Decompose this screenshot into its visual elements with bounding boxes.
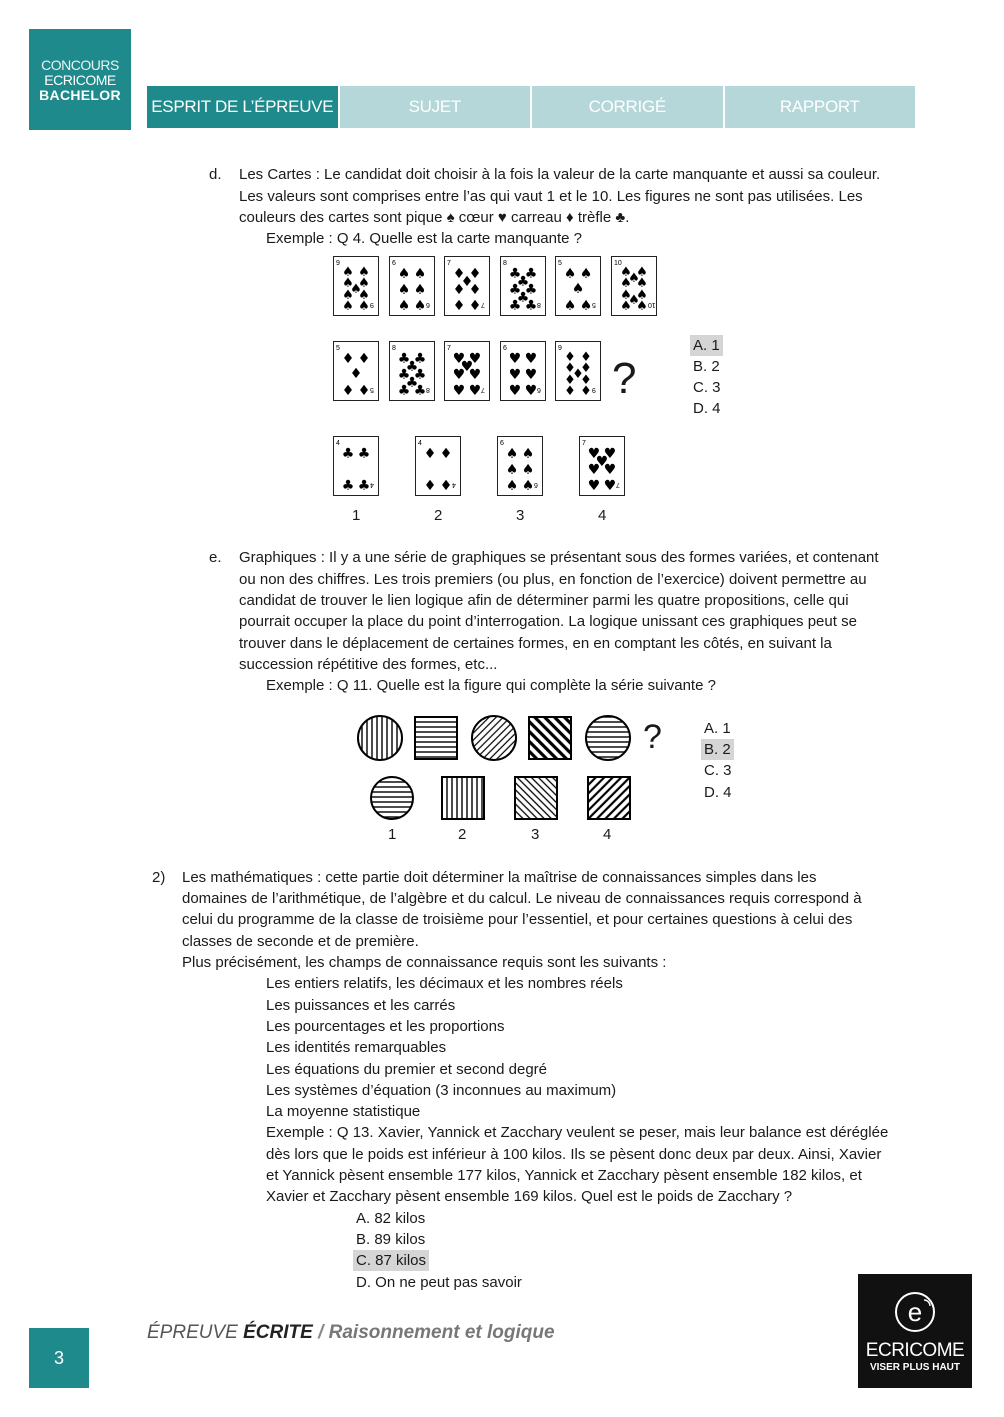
card-rank: 6: [391, 260, 396, 267]
section-e-letter: e.: [209, 549, 222, 566]
math-example-line-2: dès lors que le poids est inférieur à 100 kilos. Ils se pèsent donc deux par deux. Ainsi, Xavier: [266, 1146, 882, 1163]
card-pip: ♣: [357, 478, 371, 494]
card-pip: ♦: [468, 282, 482, 298]
card-rank-bottom: 4: [452, 481, 456, 488]
card-pip: ♠: [505, 462, 519, 478]
section-e-example: Exemple : Q 11. Quelle est la figure qui complète la série suivante ?: [266, 677, 716, 694]
card-rank-bottom: 6: [534, 481, 538, 488]
option-4-square-diagonal: [588, 777, 630, 819]
logo-line-concours: CONCOURS: [41, 57, 119, 73]
card-rank-bottom: 9: [592, 386, 596, 393]
card-pip: ♥: [603, 446, 617, 462]
card-pip: ♣: [397, 383, 410, 399]
card-rank: 10: [613, 260, 622, 267]
card-pip: ♣: [413, 367, 426, 383]
card-rank: 6: [502, 345, 507, 352]
card-rank-bottom: 5: [370, 386, 374, 393]
card-pip: ♦: [580, 373, 592, 388]
card-pip: ♠: [635, 265, 648, 280]
option-3-square-diagonal: [515, 777, 557, 819]
card-pip: ♦: [460, 274, 474, 290]
field-item: Les équations du premier et second degré: [266, 1061, 548, 1078]
card-pip: ♦: [580, 384, 592, 399]
section-e-line-1: Graphiques : Il y a une série de graphiques se présentant sous des formes variées, et contenant: [239, 549, 879, 566]
card-pip: ♣: [516, 274, 529, 290]
playing-card: [333, 256, 379, 316]
card-pip: ♠: [413, 282, 426, 298]
card-pip: ♦: [341, 351, 355, 367]
tab-rapport[interactable]: RAPPORT: [725, 86, 916, 128]
logo-line-ecricome: ECRICOME: [44, 72, 116, 88]
card-pip: ♥: [524, 351, 537, 367]
card-pip: ♠: [619, 299, 632, 314]
concours-logo: [29, 29, 131, 130]
section-e-line-3: candidat de trouver le lien logique afin de déterminer parmi les quatre propositions, celle qui: [239, 592, 849, 609]
card-pip: ♥: [603, 478, 617, 494]
card-pip: ♠: [358, 288, 370, 303]
card-pip: ♠: [505, 446, 519, 462]
card-pip: ♠: [358, 265, 370, 280]
card-pip: ♦: [468, 298, 482, 314]
card-pip: ♦: [580, 361, 592, 376]
card-pip: ♥: [452, 351, 466, 367]
svg-text:e: e: [907, 1297, 923, 1327]
card-pip: ♦: [452, 266, 466, 282]
shapes-answer-c[interactable]: C. 3: [704, 762, 732, 779]
card-pip: ♥: [508, 367, 521, 383]
footer-title: [147, 1322, 555, 1344]
ecricome-logo: [858, 1274, 972, 1388]
card-rank: 4: [336, 440, 340, 447]
playing-card: [555, 341, 601, 401]
card-pip: ♣: [405, 359, 418, 375]
card-pip: ♠: [342, 265, 354, 280]
card-rank-bottom: 6: [425, 301, 430, 308]
card-pip: ♦: [564, 384, 576, 399]
card-pip: ♠: [505, 478, 519, 494]
field-item: Les entiers relatifs, les décimaux et les nombres réels: [266, 975, 623, 992]
card-rank: 8: [391, 345, 396, 352]
card-pip: ♥: [468, 367, 482, 383]
card-rank-bottom: 8: [536, 301, 541, 308]
card-pip: ♦: [357, 351, 371, 367]
card-rank-bottom: 4: [370, 481, 374, 488]
shape-option-label-1: 1: [388, 826, 397, 843]
card-pip: ♣: [516, 290, 529, 306]
section-tabs: [147, 86, 915, 128]
card-pip: ♣: [341, 446, 355, 462]
shape-circle-diagonal: [472, 716, 516, 760]
card-pip: ♥: [508, 383, 521, 399]
section-2-line-2: domaines de l’arithmétique, de l’algèbre et du calcul. Le niveau de connaissances requis correspond à: [182, 890, 862, 907]
card-option-4: [579, 436, 625, 496]
shapes-figure: [350, 705, 650, 825]
card-pip: ♠: [358, 299, 370, 314]
card-pip: ♠: [342, 276, 354, 291]
tab-sujet[interactable]: SUJET: [340, 86, 531, 128]
section-d-line-3: couleurs des cartes sont pique ♠ cœur ♥ carreau ♦ trèfle ♣.: [239, 209, 630, 226]
card-rank: 4: [418, 440, 422, 447]
shapes-answer-a[interactable]: A. 1: [704, 720, 731, 737]
page-number: 3: [29, 1328, 89, 1388]
section-2-line-1: Les mathématiques : cette partie doit déterminer la maîtrise de connaissances simples dans les: [182, 869, 817, 886]
card-pip: ♠: [635, 299, 648, 314]
card-pip: ♦: [572, 367, 584, 382]
cards-question-mark: ?: [612, 354, 637, 403]
section-2-line-5: Plus précisément, les champs de connaissance requis sont les suivants :: [182, 954, 667, 971]
ecricome-brand-name: ECRICOME: [865, 1340, 965, 1361]
card-pip: ♦: [341, 383, 355, 399]
card-pip: ♦: [357, 383, 371, 399]
section-e-line-5: trouver dans le déplacement de certaines formes, en en comptant les côtés, en suivant la: [239, 635, 832, 652]
card-pip: ♣: [397, 367, 410, 383]
card-rank: 8: [502, 260, 507, 267]
cards-answer-c[interactable]: C. 3: [693, 379, 721, 396]
card-pip: ♥: [587, 478, 601, 494]
card-rank: 7: [447, 260, 451, 267]
card-pip: ♠: [397, 282, 410, 298]
shape-circle-vertical: [358, 716, 402, 760]
card-option-3: [497, 436, 543, 496]
card-option-1: [333, 436, 379, 496]
card-pip: ♦: [468, 266, 482, 282]
card-pip: ♦: [349, 366, 363, 382]
card-pip: ♥: [460, 359, 474, 375]
footer-slash: /: [318, 1322, 324, 1343]
playing-card: [611, 256, 657, 316]
section-2-number: 2): [152, 869, 166, 886]
playing-card: [389, 256, 435, 316]
card-rank: 9: [558, 345, 562, 352]
section-d-line-2: Les valeurs sont comprises entre l’as qui vaut 1 et le 10. Les figures ne sont pas utilisées. Les: [239, 188, 863, 205]
card-pip: ♦: [580, 350, 592, 365]
field-item: Les systèmes d’équation (3 inconnues au maximum): [266, 1082, 617, 1099]
math-example-line-1: Exemple : Q 13. Xavier, Yannick et Zacchary veulent se peser, mais leur balance est déréglée: [266, 1124, 889, 1141]
field-item: Les puissances et les carrés: [266, 997, 456, 1014]
card-pip: ♦: [439, 446, 453, 462]
card-rank-bottom: 7: [481, 301, 485, 308]
playing-card: [389, 341, 435, 401]
card-rank: 6: [500, 440, 504, 447]
card-pip: ♠: [635, 276, 648, 291]
cards-answer-a[interactable]: A. 1: [690, 335, 723, 356]
card-option-label: 3: [516, 507, 525, 524]
card-pip: ♦: [452, 298, 466, 314]
shapes-question-mark: ?: [643, 718, 662, 756]
math-answer-a[interactable]: A. 82 kilos: [356, 1210, 426, 1227]
shapes-answer-d[interactable]: D. 4: [704, 784, 732, 801]
option-1-circle-horizontal: [371, 777, 413, 819]
math-example-line-3: et Yannick pèsent ensemble 177 kilos, Yannick et Zacchary pèsent ensemble 182 kilos, et: [266, 1167, 862, 1184]
math-example-line-4: Xavier et Zacchary pèsent ensemble 169 kilos. Quel est le poids de Zacchary ?: [266, 1188, 793, 1205]
card-pip: ♦: [564, 373, 576, 388]
card-pip: ♠: [350, 282, 362, 297]
card-pip: ♥: [508, 351, 521, 367]
card-pip: ♥: [468, 383, 482, 399]
card-pip: ♦: [423, 478, 437, 494]
math-answer-b[interactable]: B. 89 kilos: [356, 1231, 426, 1248]
card-pip: ♣: [508, 282, 521, 298]
math-answer-c[interactable]: C. 87 kilos: [353, 1250, 429, 1271]
card-pip: ♠: [521, 462, 535, 478]
card-pip: ♣: [357, 446, 371, 462]
card-pip: ♠: [619, 276, 632, 291]
cards-answer-b[interactable]: B. 2: [693, 358, 720, 375]
footer-subject: Raisonnement et logique: [328, 1322, 555, 1343]
shape-circle-horizontal: [586, 716, 630, 760]
card-pip: ♠: [579, 266, 593, 282]
section-e-line-6: succession répétitive des formes, etc...: [239, 656, 498, 673]
ecricome-tagline: VISER PLUS HAUT: [869, 1362, 960, 1373]
card-pip: ♠: [635, 288, 648, 303]
card-pip: ♠: [627, 271, 640, 286]
cards-answer-d[interactable]: D. 4: [693, 400, 721, 417]
field-item: Les pourcentages et les proportions: [266, 1018, 505, 1035]
playing-card: [555, 256, 601, 316]
card-pip: ♠: [342, 288, 354, 303]
section-d-letter: d.: [209, 166, 222, 183]
card-rank-bottom: 10: [647, 301, 656, 308]
card-pip: ♣: [508, 266, 521, 282]
card-pip: ♠: [619, 288, 632, 303]
card-option-label: 1: [352, 507, 361, 524]
card-pip: ♦: [452, 282, 466, 298]
card-pip: ♥: [452, 383, 466, 399]
card-pip: ♠: [358, 276, 370, 291]
playing-card: [333, 341, 379, 401]
card-pip: ♣: [341, 478, 355, 494]
shapes-answer-b[interactable]: B. 2: [701, 739, 734, 760]
card-rank: 7: [582, 440, 586, 447]
playing-card: [444, 341, 490, 401]
card-pip: ♦: [439, 478, 453, 494]
card-pip: ♣: [413, 383, 426, 399]
playing-card: [500, 256, 546, 316]
tab-esprit[interactable]: ESPRIT DE L’ÉPREUVE: [147, 86, 338, 128]
card-rank: 5: [558, 260, 562, 267]
card-pip: ♠: [563, 298, 577, 314]
field-item: Les identités remarquables: [266, 1039, 447, 1056]
card-rank-bottom: 8: [425, 386, 430, 393]
math-answer-d[interactable]: D. On ne peut pas savoir: [356, 1274, 522, 1291]
shape-square-horizontal: [415, 717, 457, 759]
card-pip: ♠: [627, 293, 640, 308]
card-pip: ♥: [524, 367, 537, 383]
card-pip: ♦: [564, 350, 576, 365]
card-pip: ♣: [524, 282, 537, 298]
card-pip: ♥: [603, 462, 617, 478]
card-option-2: [415, 436, 461, 496]
section-e-line-2: ou non des chiffres. Les trois premiers (ou plus, en fonction de l’exercice) doivent permettre au: [239, 571, 867, 588]
shape-square-thick-diagonal: [529, 717, 571, 759]
shape-option-label-4: 4: [603, 826, 612, 843]
card-pip: ♥: [468, 351, 482, 367]
card-pip: ♠: [521, 478, 535, 494]
card-pip: ♠: [397, 298, 410, 314]
card-pip: ♥: [595, 454, 609, 470]
ecricome-e-icon: [858, 1282, 972, 1342]
card-pip: ♥: [587, 462, 601, 478]
card-pip: ♣: [397, 351, 410, 367]
card-rank-bottom: 9: [370, 301, 374, 308]
shape-option-label-2: 2: [458, 826, 467, 843]
card-pip: ♠: [521, 446, 535, 462]
card-pip: ♦: [564, 361, 576, 376]
footer-epreuve: ÉPREUVE: [147, 1322, 238, 1343]
card-pip: ♦: [423, 446, 437, 462]
logo-line-bachelor: BACHELOR: [39, 87, 121, 103]
card-pip: ♥: [452, 367, 466, 383]
option-2-square-vertical: [442, 777, 484, 819]
card-pip: ♠: [397, 266, 410, 282]
card-rank-bottom: 7: [481, 386, 485, 393]
section-d-example: Exemple : Q 4. Quelle est la carte manquante ?: [266, 230, 583, 247]
footer-ecrite: ÉCRITE: [243, 1322, 313, 1343]
playing-card: [500, 341, 546, 401]
card-pip: ♠: [342, 299, 354, 314]
card-pip: ♥: [587, 446, 601, 462]
tab-corrige[interactable]: CORRIGÉ: [532, 86, 723, 128]
card-pip: ♠: [413, 298, 426, 314]
card-pip: ♠: [571, 281, 585, 297]
section-2-line-4: classes de seconde et de première.: [182, 933, 419, 950]
card-rank: 5: [336, 345, 340, 352]
card-option-label: 2: [434, 507, 443, 524]
card-pip: ♠: [413, 266, 426, 282]
card-pip: ♠: [563, 266, 577, 282]
section-2-line-3: celui du programme de la classe de troisième pour l’essentiel, et pour certaines questions à celui des: [182, 911, 853, 928]
card-rank-bottom: 7: [616, 481, 620, 488]
card-pip: ♣: [413, 351, 426, 367]
card-pip: ♣: [508, 298, 521, 314]
card-pip: ♠: [579, 298, 593, 314]
shape-option-label-3: 3: [531, 826, 540, 843]
card-rank-bottom: 6: [536, 386, 541, 393]
card-rank-bottom: 5: [592, 301, 596, 308]
section-e-line-4: pourrait occuper la place du point d’interrogation. La logique unissant ces graphiques peut se: [239, 613, 857, 630]
playing-card: [444, 256, 490, 316]
card-pip: ♠: [619, 265, 632, 280]
card-rank: 9: [336, 260, 340, 267]
card-pip: ♣: [524, 298, 537, 314]
card-rank: 7: [447, 345, 451, 352]
card-pip: ♣: [524, 266, 537, 282]
field-item: La moyenne statistique: [266, 1103, 421, 1120]
card-pip: ♣: [405, 375, 418, 391]
card-pip: ♥: [524, 383, 537, 399]
section-d-line-1: Les Cartes : Le candidat doit choisir à la fois la valeur de la carte manquante et aussi sa couleur.: [239, 166, 881, 183]
card-option-label: 4: [598, 507, 607, 524]
